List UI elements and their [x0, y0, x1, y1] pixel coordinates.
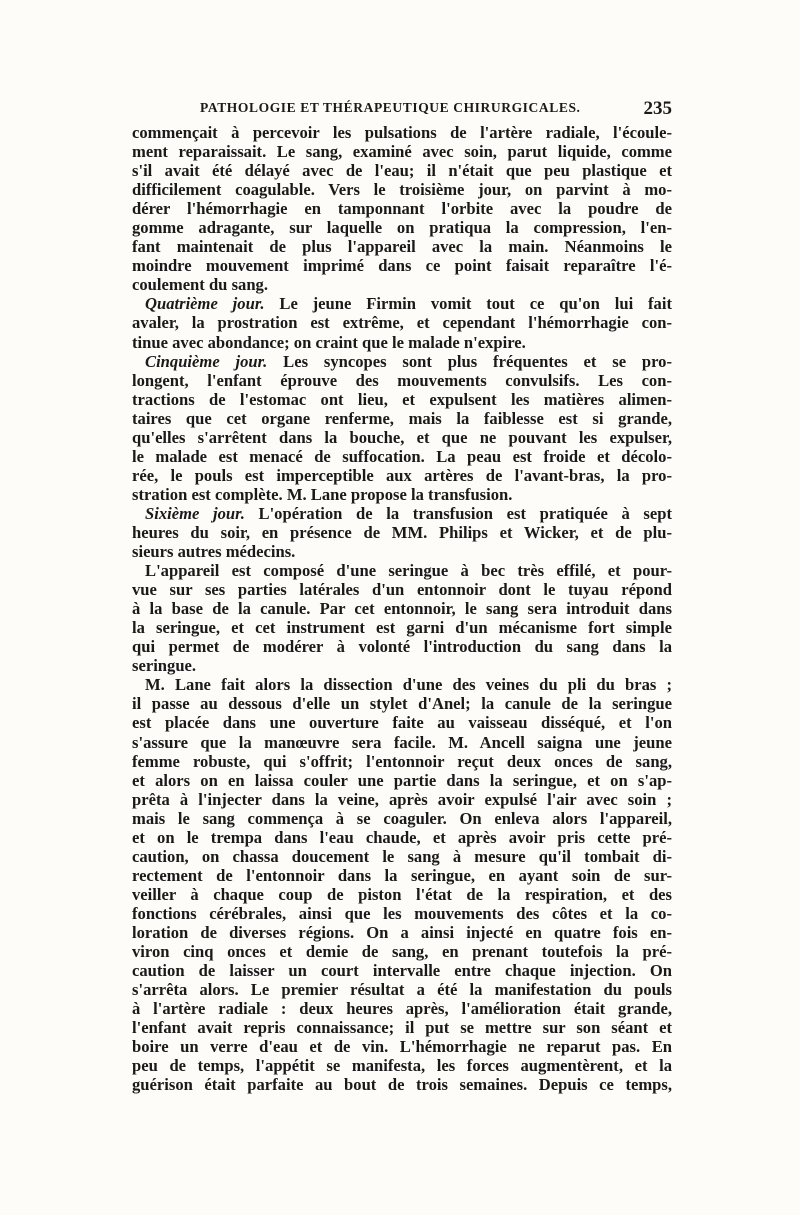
text-line: [132, 161, 672, 180]
text-line: [132, 809, 672, 828]
line-text: prêta à l'injecter dans la veine, après avoir expulsé l'air avec soin ;: [132, 789, 672, 809]
line-text: longent, l'enfant éprouve des mouvements convulsifs. Les con-: [132, 370, 672, 390]
page-number: 235: [643, 98, 672, 119]
line-text: s'arrêta alors. Le premier résultat a été la manifestation du pouls: [132, 980, 672, 1000]
body-text: [132, 123, 672, 1094]
text-line: [132, 256, 672, 275]
line-text: coulement du sang.: [132, 275, 268, 295]
line-text: s'il avait été délayé avec de l'eau; il n'était que peu plastique et: [132, 161, 672, 181]
text-line: [132, 142, 672, 161]
line-text: sieurs autres médecins.: [132, 542, 296, 562]
text-line: [132, 752, 672, 771]
line-text: peu de temps, l'appétit se manifesta, les forces augmentèrent, et la: [132, 1056, 672, 1076]
text-line: [132, 409, 672, 428]
text-line: [132, 371, 672, 390]
line-text: dérer l'hémorrhagie en tamponnant l'orbite avec la poudre de: [132, 199, 672, 219]
line-text: moindre mouvement imprimé dans ce point faisait reparaître l'é-: [132, 256, 672, 276]
text-line: [132, 866, 672, 885]
line-text: femme robuste, qui s'offrit; l'entonnoir reçut deux onces de sang,: [132, 751, 672, 771]
text-line: [132, 1018, 672, 1037]
line-text: L'appareil est composé d'une seringue à bec très effilé, et pour-: [145, 561, 672, 581]
line-text: stration est complète. M. Lane propose la transfusion.: [132, 484, 513, 504]
text-line: [132, 618, 672, 637]
line-text: commençait à percevoir les pulsations de l'artère radiale, l'écoule-: [132, 123, 672, 142]
line-text: guérison était parfaite au bout de trois semaines. Depuis ce temps,: [132, 1075, 672, 1095]
text-line: [132, 218, 672, 237]
line-text: le malade est menacé de suffocation. La peau est froide et décolo-: [132, 446, 672, 466]
text-line: [132, 313, 672, 332]
line-text: est placée dans une ouverture faite au vaisseau disséqué, et l'on: [132, 713, 672, 733]
text-line: [132, 447, 672, 466]
text-line: [132, 466, 672, 485]
line-text: Les syncopes sont plus fréquentes et se pro-: [267, 351, 672, 371]
line-text: et alors on en laissa couler une partie dans la seringue, et on s'ap-: [132, 770, 672, 790]
line-text: qu'elles s'arrêtent dans la bouche, et que ne pouvant les expulser,: [132, 427, 672, 447]
text-line: [132, 847, 672, 866]
line-text: tractions de l'estomac ont lieu, et expulsent les matières alimen-: [132, 389, 672, 409]
section-heading: Sixième jour.: [145, 503, 245, 523]
text-line: [132, 733, 672, 752]
text-line: [132, 504, 672, 523]
line-text: caution, on chassa doucement le sang à mesure qu'il tombait di-: [132, 846, 672, 866]
text-line: [132, 275, 672, 294]
line-text: boire un verre d'eau et de vin. L'hémorrhagie ne reparut pas. En: [132, 1037, 672, 1057]
line-text: et on le trempa dans l'eau chaude, et après avoir pris cette pré-: [132, 827, 672, 847]
text-line: [132, 923, 672, 942]
line-text: qui permet de modérer à volonté l'introduction du sang dans la: [132, 637, 672, 657]
text-line: [132, 199, 672, 218]
text-line: [132, 1075, 672, 1094]
text-line: [132, 237, 672, 256]
text-line: [132, 999, 672, 1018]
text-line: [132, 961, 672, 980]
line-text: rée, le pouls est imperceptible aux artères de l'avant-bras, la pro-: [132, 465, 672, 485]
line-text: vue sur ses parties latérales d'un entonnoir dont le tuyau répond: [132, 580, 672, 600]
line-text: à l'artère radiale : deux heures après, l'amélioration était grande,: [132, 999, 672, 1019]
section-heading: Quatrième jour.: [145, 294, 265, 314]
line-text: Le jeune Firmin vomit tout ce qu'on lui fait: [264, 294, 672, 314]
line-text: ment reparaissait. Le sang, examiné avec soin, parut liquide, comme: [132, 142, 672, 162]
text-line: [132, 828, 672, 847]
line-text: seringue.: [132, 656, 197, 676]
text-line: [132, 352, 672, 371]
line-text: heures du soir, en présence de MM. Philips et Wicker, et de plu-: [132, 522, 672, 542]
line-text: gomme adragante, sur laquelle on pratiqua la compression, l'en-: [132, 218, 672, 238]
running-head: [132, 98, 672, 122]
text-line: [132, 542, 672, 561]
line-text: difficilement coagulable. Vers le troisième jour, on parvint à mo-: [132, 180, 672, 200]
line-text: fant maintenait de plus l'appareil avec la main. Néanmoins le: [132, 237, 672, 257]
text-line: [132, 485, 672, 504]
line-text: viron cinq onces et demie de sang, en prenant toutefois la pré-: [132, 942, 672, 962]
text-line: [132, 656, 672, 675]
text-line: [132, 599, 672, 618]
line-text: rectement de l'entonnoir dans la seringue, en ayant soin de sur-: [132, 865, 672, 885]
line-text: L'opération de la transfusion est pratiquée à sept: [244, 503, 672, 523]
line-text: mais le sang commença à se coaguler. On enleva alors l'appareil,: [132, 808, 672, 828]
text-line: [132, 580, 672, 599]
line-text: la seringue, et cet instrument est garni d'un mécanisme fort simple: [132, 618, 672, 638]
running-head-title: PATHOLOGIE ET THÉRAPEUTIQUE CHIRURGICALES.: [200, 100, 581, 115]
text-line: [132, 980, 672, 999]
line-text: loration de diverses régions. On a ainsi injecté en quatre fois en-: [132, 922, 672, 942]
text-line: [132, 790, 672, 809]
text-line: [132, 694, 672, 713]
line-text: l'enfant avait repris connaissance; il put se mettre sur son séant et: [132, 1018, 672, 1038]
text-line: [132, 1037, 672, 1056]
text-line: [132, 771, 672, 790]
line-text: caution de laisser un court intervalle entre chaque injection. On: [132, 961, 672, 981]
text-line: [132, 675, 672, 694]
text-line: [132, 294, 672, 313]
text-line: [132, 561, 672, 580]
text-line: [132, 904, 672, 923]
text-line: [132, 180, 672, 199]
line-text: veiller à chaque coup de piston l'état de la respiration, et des: [132, 884, 672, 904]
text-line: [132, 428, 672, 447]
text-line: [132, 1056, 672, 1075]
line-text: à la base de la canule. Par cet entonnoir, le sang sera introduit dans: [132, 599, 672, 619]
section-heading: Cinquième jour.: [145, 351, 268, 371]
line-text: il passe au dessous d'elle un stylet d'Anel; la canule de la seringue: [132, 694, 672, 714]
line-text: s'assure que la manœuvre sera facile. M. Ancell saigna une jeune: [132, 732, 672, 752]
text-line: [132, 123, 672, 142]
text-line: [132, 333, 672, 352]
line-text: M. Lane fait alors la dissection d'une des veines du pli du bras ;: [145, 675, 672, 695]
text-line: [132, 713, 672, 732]
text-line: [132, 942, 672, 961]
line-text: avaler, la prostration est extrême, et cependant l'hémorrhagie con-: [132, 313, 672, 333]
line-text: tinue avec abondance; on craint que le malade n'expire.: [132, 332, 526, 352]
text-line: [132, 523, 672, 542]
text-line: [132, 637, 672, 656]
line-text: taires que cet organe renferme, mais la faiblesse est si grande,: [132, 408, 672, 428]
text-line: [132, 885, 672, 904]
line-text: fonctions cérébrales, ainsi que les mouvements des côtes et la co-: [132, 903, 672, 923]
text-line: [132, 390, 672, 409]
